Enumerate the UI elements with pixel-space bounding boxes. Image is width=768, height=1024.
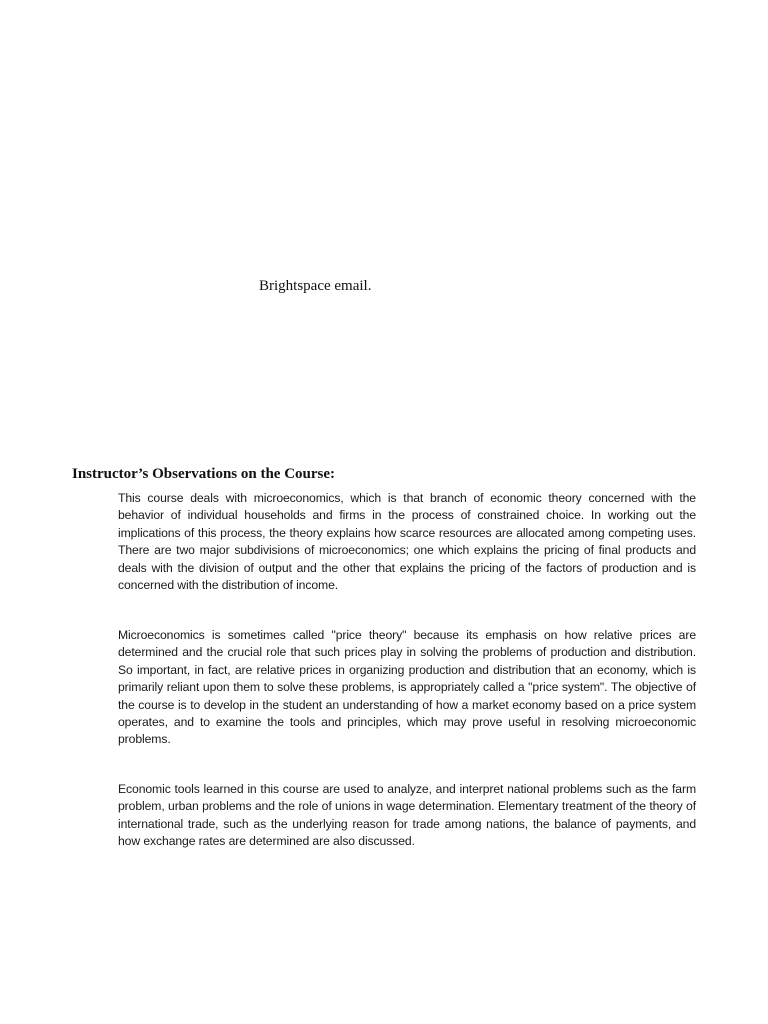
observations-paragraph-1: This course deals with microeconomics, which is that branch of economic theory concerned with the behavior of individual households and firms in the process of constrained choice. In working out the implications of this process, the theory explains how scarce resources are allocated among competing uses. There are two major subdivisions of microeconomics; one which explains the pricing of final products and deals with the division of output and the other that explains the pricing of the factors of production and is concerned with the distribution of income.	[118, 491, 696, 593]
observations-paragraph-3: Economic tools learned in this course are used to analyze, and interpret national problems such as the farm problem, urban problems and the role of unions in wage determination. Elementary treatment of the theory of international trade, such as the underlying reason for trade among nations, the balance of payments, and how exchange rates are determined are also discussed.	[118, 782, 696, 849]
observations-paragraph-2: Microeconomics is sometimes called "price theory" because its emphasis on how relative prices are determined and the crucial role that such prices play in solving the problems of production and distribution. So important, in fact, are relative prices in organizing production and distribution that an economy, which is primarily reliant upon them to solve these problems, is appropriately called a "price system". The objective of the course is to develop in the student an understanding of how a market economy based on a price system operates, and to examine the tools and principles, which may prove useful in resolving microeconomic problems.	[118, 628, 696, 747]
brightspace-email-note: Brightspace email.	[259, 278, 372, 294]
observations-heading: Instructor’s Observations on the Course:	[72, 466, 336, 482]
